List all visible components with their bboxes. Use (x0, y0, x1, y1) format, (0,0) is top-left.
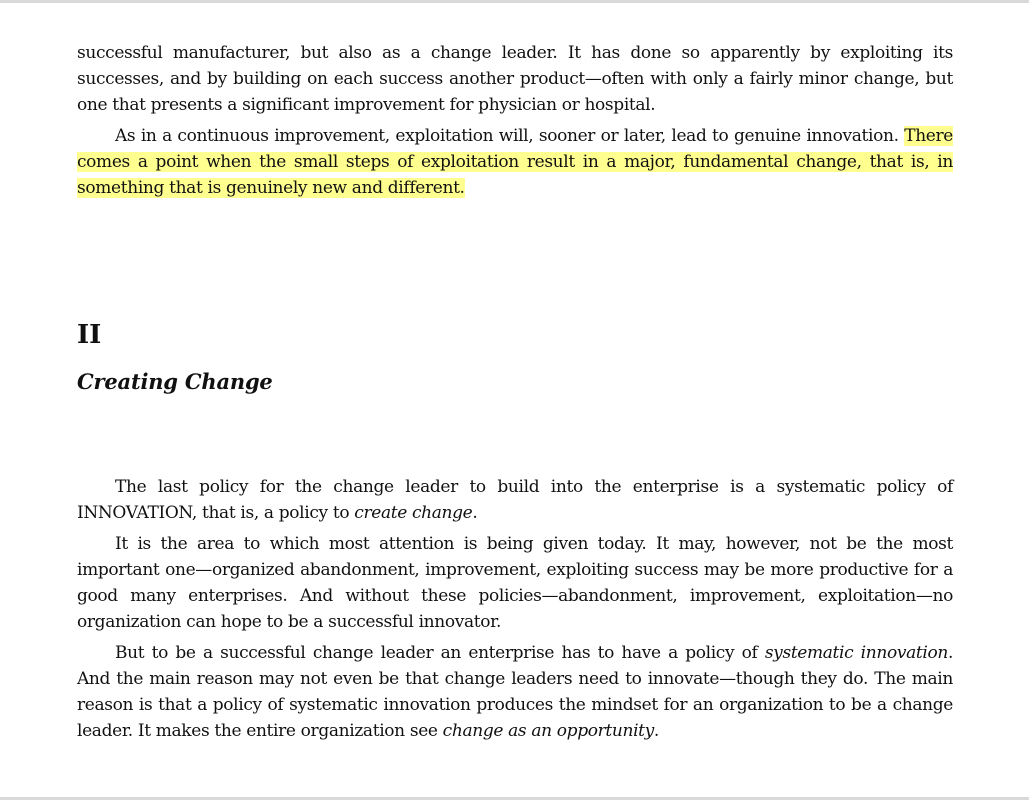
paragraph-5-end: . (653, 721, 659, 741)
paragraph-3 (77, 474, 953, 526)
paragraph-5-emphasis-1: systematic innovation (764, 643, 948, 663)
part-number: II (77, 320, 102, 350)
section-body (77, 474, 953, 744)
paragraph-5-emphasis-2: change as an opportunity (442, 721, 654, 741)
paragraph-5-middle: . And the main reason may not even be that change leaders need to innovate—though they do. The main reason is that a policy of systematic innovation produces the mindset for an organization to be a change leader. It makes the entire organization see (77, 643, 953, 741)
paragraph-2-text: As in a continuous improvement, exploitation will, sooner or later, lead to genuine innovation. (115, 126, 899, 146)
document-page (77, 40, 953, 201)
section-title: Creating Change (77, 369, 273, 394)
paragraph-3-end: . (472, 503, 478, 523)
highlighted-text[interactable]: There comes a point when the small steps of exploitation result in a major, fundamental change, that is, in something that is genuinely new and different. (77, 126, 953, 198)
paragraph-5 (77, 640, 953, 744)
paragraph-5-start: But to be a successful change leader an enterprise has to have a policy of (115, 643, 758, 663)
page-top-border (0, 0, 1029, 3)
paragraph-3-emphasis: create change (354, 503, 473, 523)
paragraph-2 (77, 123, 953, 201)
paragraph-4: It is the area to which most attention is being given today. It may, however, not be the most important one—organized abandonment, improvement, exploiting success may be more productive for a good many enterprises. And without these policies—abandonment, improvement, exploitation—no organization can hope to be a successful innovator. (77, 534, 953, 632)
paragraph-3-text: The last policy for the change leader to build into the enterprise is a systematic policy of INNOVATION, that is, a policy to (77, 477, 953, 523)
paragraph-1: successful manufacturer, but also as a change leader. It has done so apparently by exploiting its successes, and by building on each success another product—often with only a fairly minor change, but one that presents a significant improvement for physician or hospital. (77, 43, 953, 115)
